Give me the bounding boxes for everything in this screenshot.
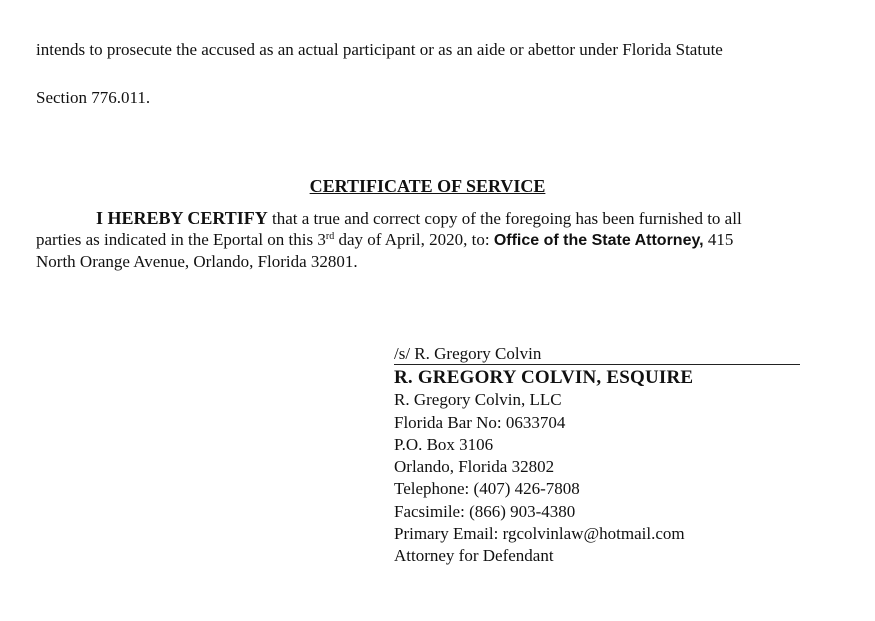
certificate-row-3: North Orange Avenue, Orlando, Florida 32801.: [36, 252, 358, 271]
city-state-zip: Orlando, Florida 32802: [394, 457, 555, 477]
certificate-row-1: [36, 208, 826, 229]
body-text-line-1: intends to prosecute the accused as an actual participant or as an aide or abettor under Florida Statute: [36, 40, 723, 59]
signature-block: [394, 345, 814, 568]
certify-lead: I HEREBY CERTIFY: [96, 208, 268, 228]
certificate-text-a: that a true and correct copy of the foregoing has been furnished to all: [267, 209, 742, 228]
certificate-text-d: 415: [703, 230, 734, 249]
ordinal-suffix: rd: [325, 231, 335, 242]
attorney-role: Attorney for Defendant: [394, 546, 554, 566]
certificate-text-c: day of April, 2020, to:: [334, 230, 494, 249]
electronic-signature: /s/ R. Gregory Colvin: [394, 345, 800, 365]
facsimile: Facsimile: (866) 903-4380: [394, 501, 576, 521]
certificate-paragraph: [36, 208, 826, 272]
bar-number: Florida Bar No: 0633704: [394, 412, 566, 432]
certificate-row-2: [36, 229, 826, 251]
attorney-name: R. GREGORY COLVIN, ESQUIRE: [394, 367, 694, 388]
certificate-heading: CERTIFICATE OF SERVICE: [309, 176, 546, 196]
certificate-text-b: parties as indicated in the Eportal on this 3: [36, 230, 326, 249]
telephone: Telephone: (407) 426-7808: [394, 479, 580, 499]
body-text-line-2: Section 776.011.: [36, 88, 151, 107]
primary-email: Primary Email: rgcolvinlaw@hotmail.com: [394, 524, 685, 544]
firm-name: R. Gregory Colvin, LLC: [394, 390, 562, 410]
po-box: P.O. Box 3106: [394, 434, 494, 454]
recipient-office: Office of the State Attorney,: [493, 232, 704, 249]
